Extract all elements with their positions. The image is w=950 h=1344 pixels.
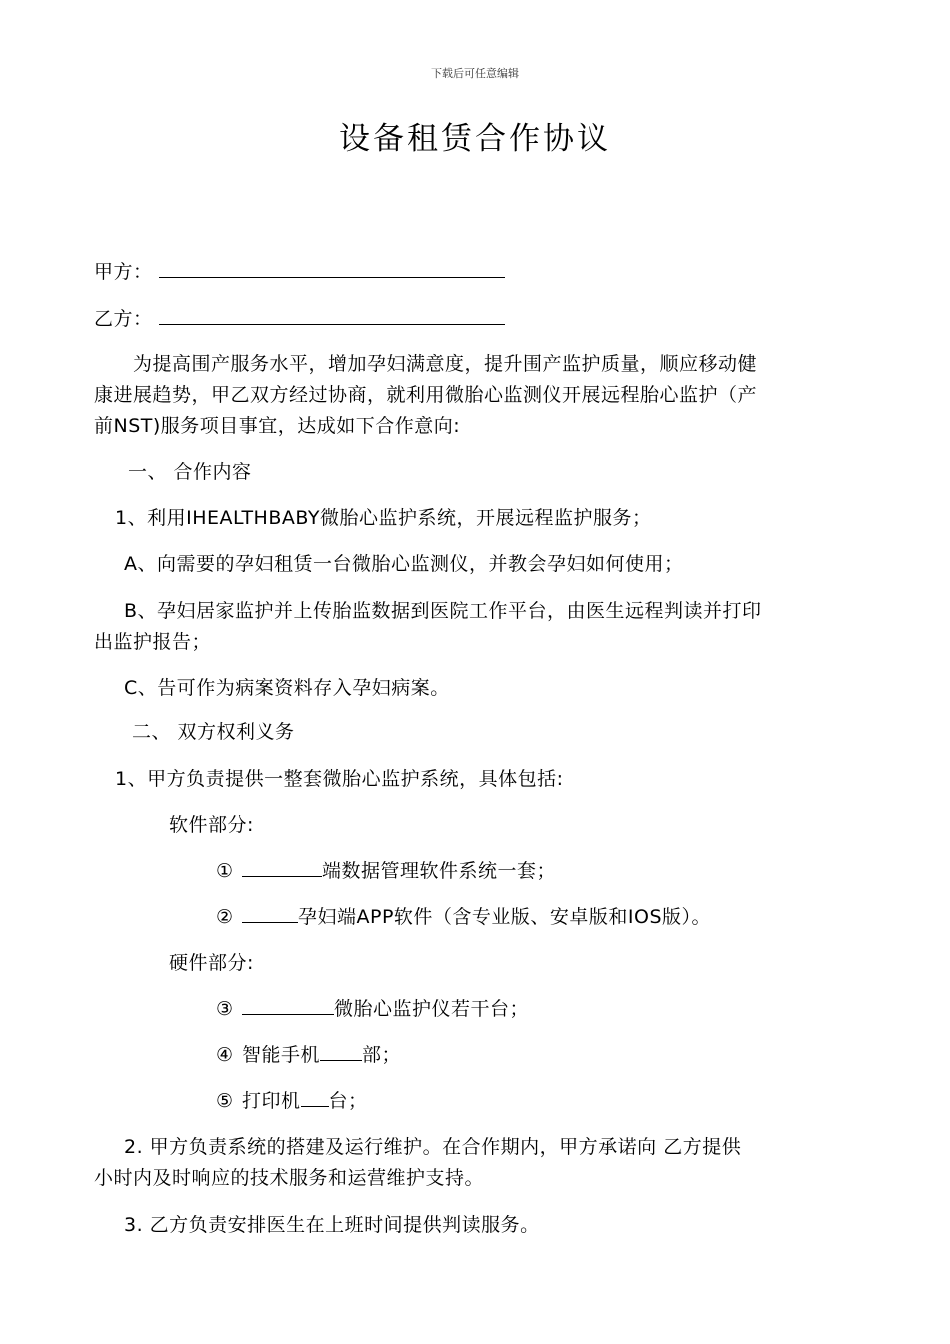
fill-blank [242,996,334,1015]
hardware-item-4 [216,1041,401,1069]
software-item-2 [216,903,711,931]
software-label: 软件部分: [169,814,254,836]
section-1-heading: 一、 合作内容 [128,461,252,483]
section-2-item-2-line-1: 2. 甲方负责系统的搭建及运行维护。在合作期内，甲方承诺向 乙方提供 [124,1136,742,1158]
intro-line-3: 前NST)服务项目事宜，达成如下合作意向: [94,415,461,437]
fill-blank [242,904,298,923]
fill-blank [242,858,322,877]
item-number: ⑤ [216,1090,234,1112]
party-a-line [94,258,505,286]
item-text: 微胎心监护仪若干台； [334,998,530,1020]
item-number: ④ [216,1044,234,1066]
section-2-item-3: 3. 乙方负责安排医生在上班时间提供判读服务。 [124,1214,540,1236]
hardware-item-3 [216,995,529,1023]
item-text: 孕妇端APP软件（含专业版、安卓版和IOS版）。 [298,906,712,928]
party-b-line [94,305,505,333]
section-2-item-2-line-2: 小时内及时响应的技术服务和运营维护支持。 [94,1167,485,1189]
fill-blank [301,1088,329,1107]
intro-line-2: 康进展趋势，甲乙双方经过协商，就利用微胎心监测仪开展远程胎心监护（产 [94,384,758,406]
page-title: 设备租赁合作协议 [339,121,611,157]
item-number: ① [216,860,234,882]
fill-blank [320,1042,362,1061]
party-b-label: 乙方： [94,308,153,330]
party-a-label: 甲方： [94,261,153,283]
item-number: ③ [216,998,234,1020]
section-2-heading: 二、 双方权利义务 [132,721,295,743]
header-note: 下载后可任意编辑 [431,67,519,80]
party-b-blank [159,306,505,325]
section-2-item-1: 1、甲方负责提供一整套微胎心监护系统，具体包括: [115,768,564,790]
section-1-item-a: A、向需要的孕妇租赁一台微胎心监测仪，并教会孕妇如何使用； [124,553,684,575]
intro-line-1: 为提高围产服务水平，增加孕妇满意度，提升围产监护质量，顺应移动健 [133,353,758,375]
item-suffix: 台； [328,1090,368,1112]
item-prefix: 智能手机 [242,1044,321,1066]
item-suffix: 部； [362,1044,402,1066]
section-1-item-1: 1、利用IHEALTHBABY微胎心监护系统，开展远程监护服务； [115,507,652,529]
item-text: 端数据管理软件系统一套； [322,860,557,882]
party-a-blank [159,259,505,278]
item-number: ② [216,906,234,928]
section-1-item-b-line-1: B、孕妇居家监护并上传胎监数据到医院工作平台，由医生远程判读并打印 [124,600,762,622]
section-1-item-b-line-2: 出监护报告； [94,631,212,653]
item-prefix: 打印机 [242,1090,301,1112]
hardware-item-5 [216,1087,368,1115]
software-item-1 [216,857,556,885]
section-1-item-c: C、告可作为病案资料存入孕妇病案。 [124,677,450,699]
hardware-label: 硬件部分: [169,952,254,974]
